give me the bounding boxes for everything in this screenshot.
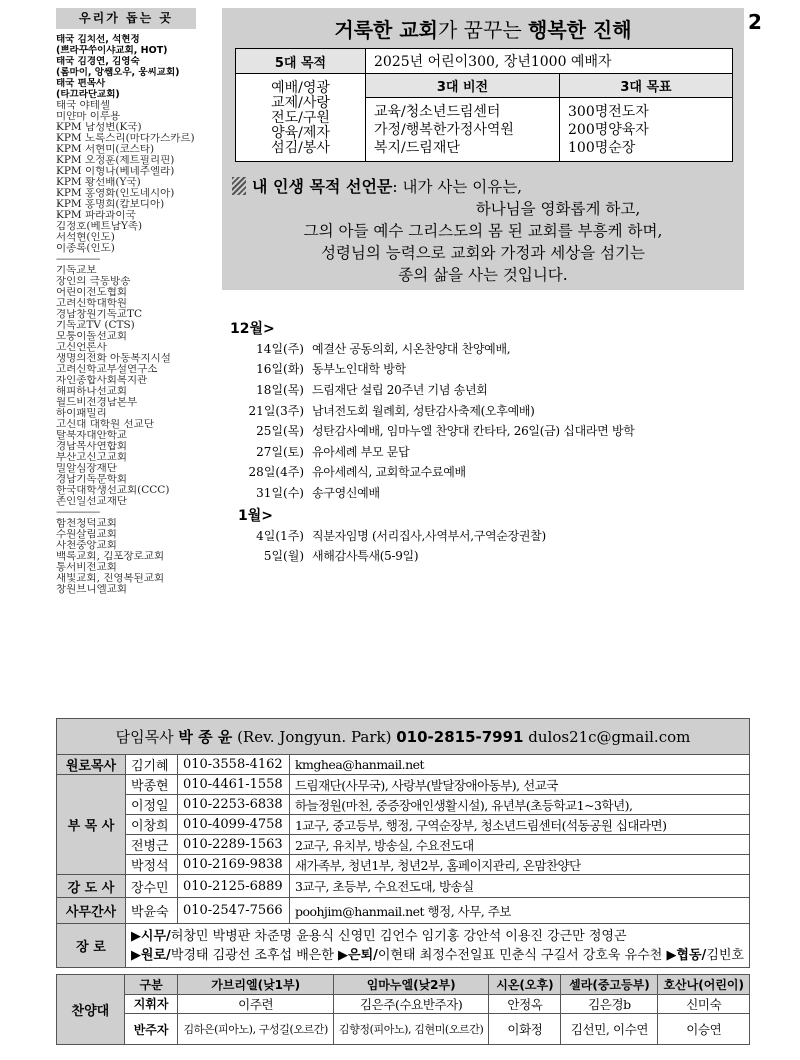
- mission-statement: [232, 176, 734, 286]
- support-item: 함천청덕교회: [56, 518, 117, 529]
- elders-line-1: [131, 927, 744, 946]
- accompanist-label: 반주자: [124, 1014, 178, 1045]
- target-label: 3대 목표: [560, 74, 733, 98]
- support-item: 새빛교회, 진영복된교회: [56, 573, 165, 584]
- event-row: [230, 441, 750, 462]
- support-item: 어린이전도협회: [56, 287, 128, 298]
- elders-line-2: [131, 946, 744, 965]
- accompanist-name: 김향정(피아노), 김현미(오르간): [333, 1014, 488, 1045]
- page-title: [222, 14, 744, 43]
- january-events: [230, 525, 750, 566]
- vision-item: 교육/청소년드림센터: [374, 103, 501, 120]
- targets-cell: [560, 98, 733, 162]
- associate-name: 이정일: [125, 795, 177, 815]
- target-item: 100명순장: [568, 139, 636, 156]
- event-row: [230, 462, 750, 483]
- staff-table: [56, 718, 750, 968]
- support-item: KPM 홍명희(캄보디아): [56, 199, 165, 210]
- choir-header: 셀라(중고등부): [561, 975, 658, 995]
- elders-cell: [125, 924, 749, 968]
- title-part-3: 행복한 진해: [528, 18, 632, 42]
- support-item: 경남창원기독교TC: [56, 309, 143, 320]
- support-item: KPM 파라과이국: [56, 210, 136, 221]
- elders-cooperating-tag: ▶협동/: [666, 947, 707, 963]
- event-row: [230, 545, 750, 566]
- support-item: KPM 이형나(베네주엘라): [56, 166, 175, 177]
- page-number: 2: [748, 10, 762, 34]
- vision-item: 가정/행복한가정사역원: [374, 121, 514, 138]
- event-row: [230, 525, 750, 546]
- title-part-1: 거룩한 교회: [334, 18, 438, 42]
- month-january: 1월>: [238, 507, 273, 524]
- event-date: 27일(토): [256, 444, 304, 459]
- support-item: 자인종합사회복지관: [56, 375, 148, 386]
- conductor-name: 안정옥: [489, 994, 561, 1014]
- support-item: 기독교TV (CTS): [56, 320, 135, 331]
- choir-label: 찬양대: [57, 975, 125, 1045]
- event-text: 직분자임명 (서리집사,사역부서,구역순장권찰): [312, 528, 546, 543]
- associate-phone: 010-2169-9838: [177, 855, 289, 875]
- admin-label: 사무간사: [57, 898, 126, 924]
- elders-active-names: 허창민 박병판 차준명 윤용식 신영민 김언수 임기홍 강안석 이용진 강근만 정영곤: [170, 928, 627, 944]
- event-date: 5일(월): [263, 549, 304, 564]
- support-item: 밀알심장재단: [56, 463, 117, 474]
- support-item: KPM 노록스리(마다가스카르): [56, 133, 195, 144]
- associate-name: 박종현: [125, 775, 177, 795]
- preacher-duties: 3교구, 초등부, 수요전도대, 방송실: [289, 875, 749, 898]
- elders-emeritus-tag: ▶원로/: [130, 947, 171, 963]
- event-row: [230, 359, 750, 380]
- choir-header: 가브리엘(낮1부): [178, 975, 333, 995]
- associate-duties: 하늘정원(마천, 중증장애인생활시설), 유년부(초등학교1~3학년),: [289, 795, 749, 815]
- senior-pastor-row: [57, 719, 750, 755]
- event-text: 유아세례식, 교회학교수료예배: [312, 465, 466, 480]
- vision-item: 복지/드림재단: [374, 139, 460, 156]
- support-item: 기독교보: [56, 265, 97, 276]
- conductor-name: 김은경b: [561, 994, 658, 1014]
- elders-emeritus-names: 박경태 김광선 조후섭 배은한: [170, 947, 339, 963]
- mission-text-1: : 내가 사는 이유는,: [392, 178, 523, 196]
- conductor-name: 김은주(수요반주자): [333, 994, 488, 1014]
- support-item: KPM 오정훈(제트필리핀): [56, 155, 175, 166]
- conductor-label: 지휘자: [124, 994, 178, 1014]
- support-item: 경남기독문학회: [56, 474, 128, 485]
- choir-table: [56, 974, 750, 1045]
- purpose-item: 섬김/봉사: [271, 139, 330, 156]
- event-date: 25일(목): [256, 424, 304, 439]
- sidebar-title: 우리가 돕는 곳: [56, 8, 196, 29]
- december-events: [230, 338, 750, 503]
- emeritus-email: kmghea@hanmail.net: [289, 755, 749, 775]
- pastor-title: 담임목사: [115, 728, 174, 746]
- support-item: 통서비전교회: [56, 562, 117, 573]
- associate-duties: 1교구, 중고등부, 행정, 구역순장부, 청소년드림센터(석동공원 십대라면): [289, 815, 749, 835]
- emeritus-label: 원로목사: [57, 755, 126, 775]
- support-item: 백록교회, 김포장로교회: [56, 551, 165, 562]
- support-item: 고려신학교부설연구소: [56, 364, 158, 375]
- choir-header: 임마누엘(낮2부): [333, 975, 488, 995]
- mission-line-1: [232, 176, 734, 198]
- event-text: 예결산 공동의회, 시온찬양대 찬양예배,: [312, 341, 511, 356]
- purposes-cell: [236, 74, 366, 162]
- accompanist-name: 이승연: [658, 1014, 750, 1045]
- support-item: (롬마이, 앙쌤오우, 웅씨교회): [56, 67, 180, 78]
- associate-phone: 010-4461-1558: [177, 775, 289, 795]
- support-item: 태국 김경연, 김영숙: [56, 56, 140, 67]
- visions-cell: [366, 98, 560, 162]
- mission-line-3: 그의 아들 예수 그리스도의 몸 된 교회를 부흥케 하며,: [303, 222, 663, 240]
- support-item: 부산고신고교회: [56, 452, 128, 463]
- associate-phone: 010-4099-4758: [177, 815, 289, 835]
- pastor-email: dulos21c@gmail.com: [528, 728, 691, 746]
- mission-line-5: 종의 삶을 사는 것입니다.: [398, 266, 568, 284]
- emeritus-phone: 010-3558-4162: [177, 755, 289, 775]
- support-item: 고신언론사: [56, 342, 107, 353]
- support-list: [56, 34, 196, 595]
- admin-duties: poohjim@hanmail.net 행정, 사무, 주보: [289, 898, 749, 924]
- associate-duties: 2교구, 유치부, 방송실, 수요전도대: [289, 835, 749, 855]
- support-item: 수원살림교회: [56, 529, 117, 540]
- support-item: 김정호(베트남Y족): [56, 221, 143, 232]
- support-item: 생명의전화 아동복지시설: [56, 353, 171, 364]
- conductor-name: 이주련: [178, 994, 333, 1014]
- accompanist-name: 김하은(피아노), 구성길(오르간): [178, 1014, 333, 1045]
- support-item: 탈북자대안학교: [56, 430, 128, 441]
- support-item: KPM 황선배(Y국): [56, 177, 141, 188]
- support-item: (타끄라단교회): [56, 89, 120, 100]
- choir-header: 구분: [124, 975, 178, 995]
- support-item: 고신대 대학원 선교단: [56, 419, 154, 430]
- elders-label: 장 로: [57, 924, 126, 968]
- pastor-english-name: (Rev. Jongyun. Park): [237, 728, 392, 746]
- church-vision-box: [222, 8, 744, 290]
- event-text: 동부노인대학 방학: [312, 362, 406, 377]
- support-item: 태국 김치선, 석현정: [56, 34, 140, 45]
- sidebar-separator: -----------------: [56, 254, 100, 265]
- support-item: 존인일선교재단: [56, 496, 128, 507]
- schedule: [230, 318, 750, 566]
- associate-duties: 드림재단(사무국), 사랑부(발달장애아동부), 선교국: [289, 775, 749, 795]
- conductor-name: 신미숙: [658, 994, 750, 1014]
- hatch-icon: [232, 177, 246, 195]
- event-row: [230, 379, 750, 400]
- elders-active-tag: ▶시무/: [130, 928, 171, 944]
- associate-name: 이창희: [125, 815, 177, 835]
- event-row: [230, 420, 750, 441]
- support-item: 미얀마 이루용: [56, 111, 121, 122]
- event-date: 31일(수): [256, 485, 304, 500]
- title-part-2: 가 꿈꾸는: [438, 18, 528, 42]
- preacher-label: 강 도 사: [57, 875, 126, 898]
- support-item: (쁘라꾸쑤이샤교회, HOT): [56, 45, 168, 56]
- support-item: 태국 야테셀: [56, 100, 111, 111]
- support-item: 장인의 극동방송: [56, 276, 131, 287]
- elders-retired-tag: ▶은퇴/: [338, 947, 378, 963]
- support-sidebar: [56, 8, 196, 595]
- purpose-item: 전도/구원: [271, 109, 330, 126]
- event-date: 18일(목): [256, 382, 304, 397]
- event-text: 송구영신예배: [312, 485, 380, 500]
- five-goals-label: 5대 목적: [236, 49, 366, 74]
- sidebar-separator: -----------------: [56, 507, 100, 518]
- event-date: 16일(화): [256, 362, 304, 377]
- target-item: 200명양육자: [568, 121, 649, 138]
- support-item: 경남목사연합회: [56, 441, 128, 452]
- support-item: 서석현(인도): [56, 232, 115, 243]
- purpose-item: 양육/제자: [271, 124, 330, 141]
- support-item: KPM 남성변(K국): [56, 122, 142, 133]
- event-text: 유아세례 부모 문답: [312, 444, 410, 459]
- support-item: 하이패밀리: [56, 408, 107, 419]
- event-row: [230, 482, 750, 503]
- choir-header: 시온(오후): [489, 975, 561, 995]
- mission-line-2: 하나님을 영화롭게 하고,: [475, 200, 641, 218]
- event-row: [230, 338, 750, 359]
- associate-label: 부 목 사: [57, 775, 126, 875]
- pastor-phone: 010-2815-7991: [396, 728, 524, 746]
- goals-table: [235, 48, 733, 162]
- associate-name: 전병근: [125, 835, 177, 855]
- support-item: 태국 편목사: [56, 78, 106, 89]
- admin-name: 박윤숙: [125, 898, 177, 924]
- mission-title: 내 인생 목적 선언문: [252, 177, 393, 196]
- event-text: 남녀전도회 월례회, 성탄감사축제(오후예배): [312, 403, 535, 418]
- month-december: 12월>: [230, 321, 275, 337]
- event-date: 4일(1주): [256, 528, 304, 543]
- admin-phone: 010-2547-7566: [177, 898, 289, 924]
- pastor-name: 박 종 윤: [178, 728, 233, 746]
- purpose-item: 교제/사랑: [271, 94, 330, 111]
- purpose-item: 예배/영광: [271, 79, 330, 96]
- support-item: 해피하나선교회: [56, 386, 128, 397]
- event-text: 새해감사특새(5-9일): [312, 549, 419, 564]
- associate-phone: 010-2289-1563: [177, 835, 289, 855]
- elders-retired-names: 이현태 최정수전일표 민춘식 구길서 강호욱 유수천: [377, 947, 667, 963]
- mission-line-4: 성령님의 능력으로 교회와 가정과 세상을 섬기는: [320, 244, 646, 262]
- support-item: 월드비전경남본부: [56, 397, 138, 408]
- event-row: [230, 400, 750, 421]
- support-item: KPM 서현미(코스타): [56, 144, 155, 155]
- support-item: 창원브니엘교회: [56, 584, 128, 595]
- event-date: 14일(주): [256, 341, 304, 356]
- event-date: 21일(3주): [248, 403, 304, 418]
- preacher-phone: 010-2125-6889: [177, 875, 289, 898]
- associate-name: 박정석: [125, 855, 177, 875]
- support-item: 사천중앙교회: [56, 540, 117, 551]
- support-item: 이종록(인도): [56, 243, 115, 254]
- associate-phone: 010-2253-6838: [177, 795, 289, 815]
- support-item: 모퉁이돌선교회: [56, 331, 128, 342]
- target-item: 300명전도자: [568, 103, 649, 120]
- support-item: 고려신학대학원: [56, 298, 128, 309]
- accompanist-name: 이화정: [489, 1014, 561, 1045]
- event-text: 드림재단 설립 20주년 기념 송년회: [312, 382, 488, 397]
- event-text: 성탄감사예배, 임마누엘 찬양대 칸타타, 26일(금) 십대라면 방학: [312, 424, 635, 439]
- choir-header: 호산나(어린이): [658, 975, 750, 995]
- support-item: 한국대학생선교회(CCC): [56, 485, 170, 496]
- vision-label: 3대 비전: [366, 74, 560, 98]
- event-date: 28일(4주): [248, 465, 304, 480]
- five-goals-value: 2025년 어린이300, 장년1000 예배자: [366, 49, 733, 74]
- associate-duties: 새가족부, 청년1부, 청년2부, 홈페이지관리, 온맘찬양단: [289, 855, 749, 875]
- preacher-name: 장수민: [125, 875, 177, 898]
- elders-cooperating-names: 김빈호: [706, 947, 744, 963]
- support-item: KPM 홍영화(인도네시아): [56, 188, 175, 199]
- accompanist-name: 김선민, 이수연: [561, 1014, 658, 1045]
- emeritus-name: 김기혜: [125, 755, 177, 775]
